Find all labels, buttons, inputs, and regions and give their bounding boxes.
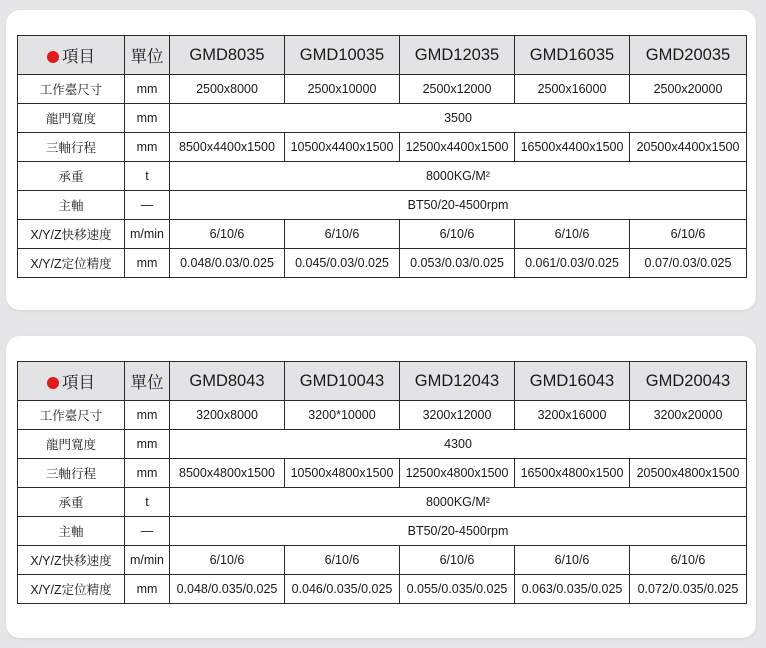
table-cell: 6/10/6 <box>285 220 400 249</box>
table-row <box>18 459 747 488</box>
header-unit: 單位 <box>125 36 170 75</box>
merged-cell: BT50/20-4500rpm <box>170 191 747 220</box>
row-unit: mm <box>125 249 170 278</box>
row-label: 主軸 <box>18 191 125 220</box>
table-cell: 2500x16000 <box>515 75 630 104</box>
table-cell: 0.055/0.035/0.025 <box>400 575 515 604</box>
table-cell: 6/10/6 <box>400 220 515 249</box>
table-cell: 12500x4800x1500 <box>400 459 515 488</box>
table-cell: 6/10/6 <box>170 546 285 575</box>
header-item <box>18 362 125 401</box>
spec-card-gmd35 <box>6 10 756 310</box>
table-cell: 2500x8000 <box>170 75 285 104</box>
table-cell: 0.053/0.03/0.025 <box>400 249 515 278</box>
header-model: GMD8043 <box>170 362 285 401</box>
header-model: GMD20035 <box>630 36 747 75</box>
row-unit: mm <box>125 575 170 604</box>
header-model: GMD8035 <box>170 36 285 75</box>
merged-cell: 4300 <box>170 430 747 459</box>
row-unit: mm <box>125 104 170 133</box>
row-unit: t <box>125 162 170 191</box>
header-item-label: 項目 <box>62 48 95 66</box>
table-cell: 3200x12000 <box>400 401 515 430</box>
table-row <box>18 430 747 459</box>
row-label: 龍門寬度 <box>18 430 125 459</box>
row-unit: mm <box>125 401 170 430</box>
header-unit: 單位 <box>125 362 170 401</box>
header-model: GMD12035 <box>400 36 515 75</box>
merged-cell: 8000KG/M² <box>170 162 747 191</box>
table-cell: 8500x4400x1500 <box>170 133 285 162</box>
spec-table-gmd35 <box>17 35 747 278</box>
row-unit: mm <box>125 133 170 162</box>
table-cell: 6/10/6 <box>515 220 630 249</box>
table-row <box>18 517 747 546</box>
spec-table-gmd43 <box>17 361 747 604</box>
row-label: X/Y/Z快移速度 <box>18 546 125 575</box>
header-model: GMD12043 <box>400 362 515 401</box>
header-model: GMD16035 <box>515 36 630 75</box>
table-cell: 16500x4800x1500 <box>515 459 630 488</box>
row-label: 承重 <box>18 488 125 517</box>
row-unit: mm <box>125 75 170 104</box>
table-cell: 2500x20000 <box>630 75 747 104</box>
table-cell: 6/10/6 <box>400 546 515 575</box>
table-row <box>18 75 747 104</box>
table-row <box>18 220 747 249</box>
table-cell: 20500x4800x1500 <box>630 459 747 488</box>
table-cell: 3200x8000 <box>170 401 285 430</box>
row-label: 承重 <box>18 162 125 191</box>
row-label: 工作臺尺寸 <box>18 75 125 104</box>
table-cell: 0.061/0.03/0.025 <box>515 249 630 278</box>
merged-cell: BT50/20-4500rpm <box>170 517 747 546</box>
table-cell: 2500x10000 <box>285 75 400 104</box>
table-cell: 3200x20000 <box>630 401 747 430</box>
header-item-label: 項目 <box>62 374 95 392</box>
table-cell: 10500x4800x1500 <box>285 459 400 488</box>
header-model: GMD10043 <box>285 362 400 401</box>
row-unit: mm <box>125 459 170 488</box>
table-header-row <box>18 362 747 401</box>
header-item <box>18 36 125 75</box>
table-row <box>18 104 747 133</box>
table-row <box>18 191 747 220</box>
table-cell: 6/10/6 <box>170 220 285 249</box>
table-header-row <box>18 36 747 75</box>
table-cell: 6/10/6 <box>515 546 630 575</box>
header-model: GMD20043 <box>630 362 747 401</box>
row-unit: m/min <box>125 546 170 575</box>
row-unit: t <box>125 488 170 517</box>
merged-cell: 3500 <box>170 104 747 133</box>
table-cell: 12500x4400x1500 <box>400 133 515 162</box>
row-unit: — <box>125 517 170 546</box>
table-cell: 0.063/0.035/0.025 <box>515 575 630 604</box>
row-unit: m/min <box>125 220 170 249</box>
table-cell: 0.046/0.035/0.025 <box>285 575 400 604</box>
table-row <box>18 575 747 604</box>
table-cell: 0.048/0.035/0.025 <box>170 575 285 604</box>
table-row <box>18 488 747 517</box>
table-row <box>18 249 747 278</box>
table-cell: 20500x4400x1500 <box>630 133 747 162</box>
row-label: 主軸 <box>18 517 125 546</box>
row-label: X/Y/Z快移速度 <box>18 220 125 249</box>
table-row <box>18 162 747 191</box>
header-model: GMD16043 <box>515 362 630 401</box>
row-label: 三軸行程 <box>18 459 125 488</box>
row-label: 龍門寬度 <box>18 104 125 133</box>
table-cell: 6/10/6 <box>630 546 747 575</box>
table-row <box>18 546 747 575</box>
red-dot-icon <box>47 377 59 389</box>
row-label: X/Y/Z定位精度 <box>18 575 125 604</box>
table-cell: 0.048/0.03/0.025 <box>170 249 285 278</box>
table-cell: 16500x4400x1500 <box>515 133 630 162</box>
row-unit: — <box>125 191 170 220</box>
red-dot-icon <box>47 51 59 63</box>
row-label: 工作臺尺寸 <box>18 401 125 430</box>
table-row <box>18 401 747 430</box>
row-label: X/Y/Z定位精度 <box>18 249 125 278</box>
table-cell: 6/10/6 <box>630 220 747 249</box>
spec-card-gmd43 <box>6 336 756 638</box>
merged-cell: 8000KG/M² <box>170 488 747 517</box>
header-model: GMD10035 <box>285 36 400 75</box>
table-cell: 6/10/6 <box>285 546 400 575</box>
table-cell: 0.045/0.03/0.025 <box>285 249 400 278</box>
row-unit: mm <box>125 430 170 459</box>
table-row <box>18 133 747 162</box>
table-cell: 0.072/0.035/0.025 <box>630 575 747 604</box>
table-cell: 3200x16000 <box>515 401 630 430</box>
table-cell: 0.07/0.03/0.025 <box>630 249 747 278</box>
table-cell: 10500x4400x1500 <box>285 133 400 162</box>
table-cell: 8500x4800x1500 <box>170 459 285 488</box>
table-cell: 3200*10000 <box>285 401 400 430</box>
row-label: 三軸行程 <box>18 133 125 162</box>
table-cell: 2500x12000 <box>400 75 515 104</box>
